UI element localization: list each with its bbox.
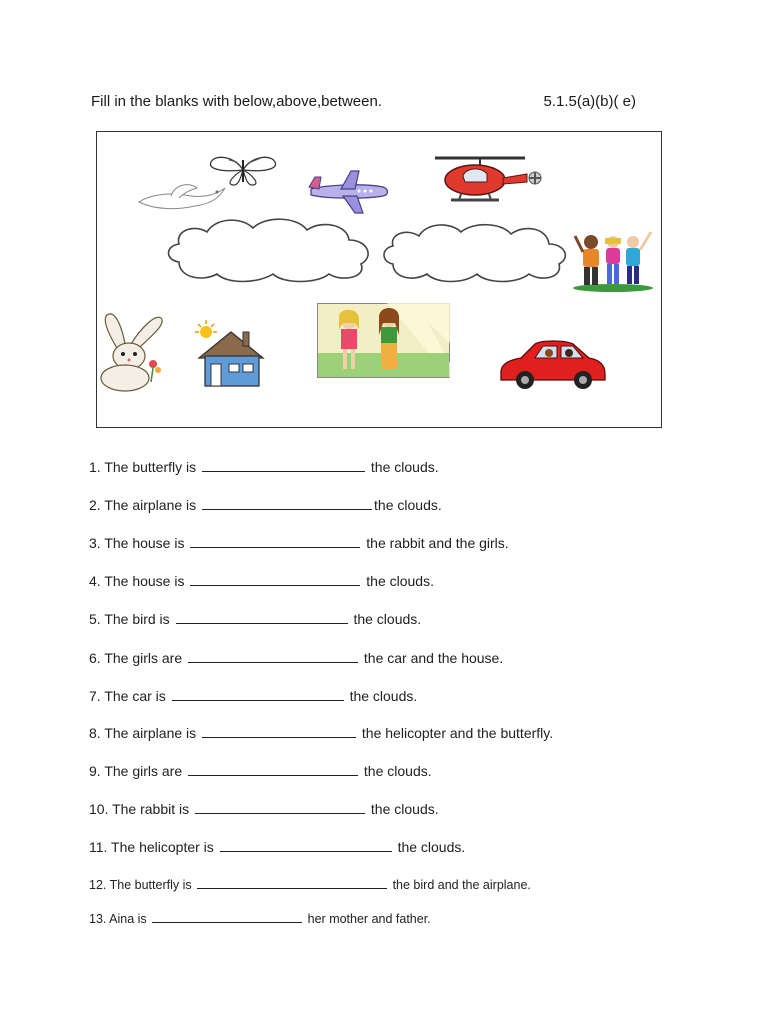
question-8 (89, 725, 553, 741)
answer-blank[interactable] (202, 459, 365, 472)
question-5 (89, 611, 421, 627)
question-11 (89, 839, 465, 855)
worksheet-header (91, 93, 636, 115)
question-text: 6. The girls are (89, 650, 183, 666)
children-icon (571, 228, 657, 292)
helicopter-icon (435, 154, 553, 206)
worksheet-title: Fill in the blanks with below,above,between. (91, 93, 383, 110)
question-7 (89, 688, 417, 704)
question-text: 2. The airplane is (89, 497, 197, 513)
bird-icon (131, 180, 231, 216)
question-4 (89, 573, 434, 589)
question-text: 11. The helicopter is (89, 839, 214, 855)
question-12 (89, 876, 531, 892)
question-ending: the clouds. (370, 801, 439, 817)
answer-blank[interactable] (188, 650, 358, 663)
question-text: 5. The bird is (89, 611, 170, 627)
answer-blank[interactable] (190, 573, 360, 586)
curriculum-code: 5.1.5(a)(b)( e) (543, 93, 636, 110)
question-text: 12. The butterfly is (89, 878, 192, 892)
question-ending: the rabbit and the girls. (366, 535, 509, 551)
answer-blank[interactable] (172, 688, 344, 701)
girls-icon (317, 303, 450, 378)
answer-blank[interactable] (152, 910, 302, 923)
question-10 (89, 801, 439, 817)
question-ending: the car and the house. (363, 650, 504, 666)
question-text: 1. The butterfly is (89, 459, 197, 475)
question-ending: the clouds. (397, 839, 466, 855)
answer-blank[interactable] (176, 611, 348, 624)
question-ending: the clouds. (353, 611, 422, 627)
answer-blank[interactable] (202, 725, 356, 738)
question-text: 8. The airplane is (89, 725, 197, 741)
question-2 (89, 497, 442, 513)
question-text: 10. The rabbit is (89, 801, 190, 817)
answer-blank[interactable] (188, 763, 358, 776)
question-ending: the helicopter and the butterfly. (361, 725, 554, 741)
question-6 (89, 650, 503, 666)
house-icon (197, 328, 269, 390)
question-ending: the clouds. (366, 573, 434, 589)
question-ending: the clouds. (370, 459, 439, 475)
answer-blank[interactable] (190, 535, 360, 548)
question-ending: the bird and the airplane. (392, 878, 531, 892)
answer-blank[interactable] (195, 801, 365, 814)
question-1 (89, 459, 439, 475)
airplane-icon (305, 169, 391, 215)
rabbit-icon (97, 312, 169, 392)
question-text: 3. The house is (89, 535, 185, 551)
question-ending: her mother and father. (307, 912, 431, 926)
question-13 (89, 910, 431, 926)
car-icon (495, 336, 609, 392)
answer-blank[interactable] (202, 497, 372, 510)
question-ending: the clouds. (349, 688, 418, 704)
question-text: 9. The girls are (89, 763, 183, 779)
picture-box (96, 131, 662, 428)
answer-blank[interactable] (220, 839, 392, 852)
cloud-icon (161, 212, 381, 286)
answer-blank[interactable] (197, 876, 387, 889)
question-text: 4. The house is (89, 573, 185, 589)
question-ending: the clouds. (363, 763, 432, 779)
question-3 (89, 535, 509, 551)
question-text: 7. The car is (89, 688, 166, 704)
question-text: 13. Aina is (89, 912, 147, 926)
cloud-icon (377, 218, 573, 286)
question-9 (89, 763, 432, 779)
question-ending: the clouds. (374, 497, 442, 513)
